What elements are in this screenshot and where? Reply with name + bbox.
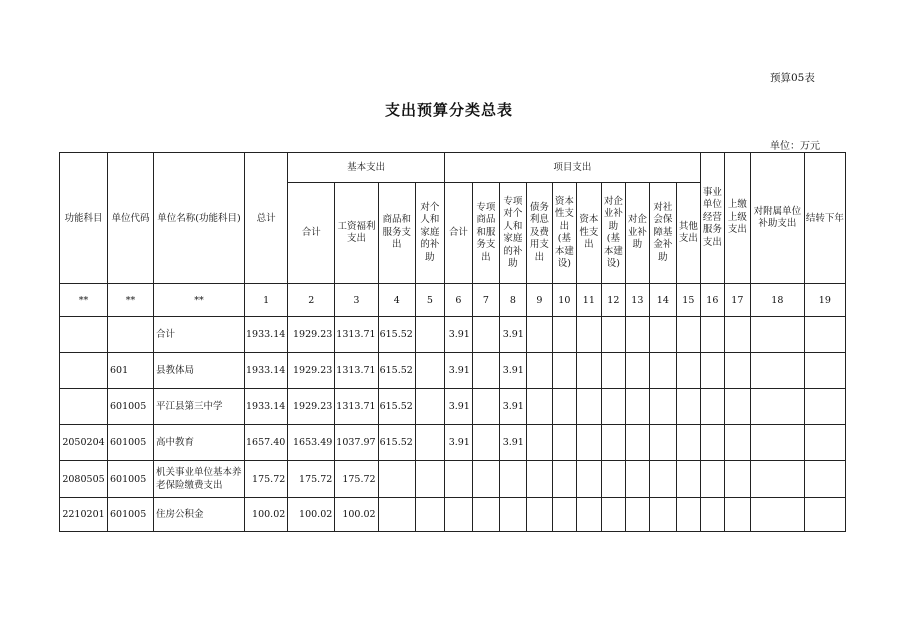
cell-basic-sum: 1929.23: [288, 353, 335, 389]
cell-empty: [676, 353, 700, 389]
index-cell: 15: [676, 284, 700, 317]
cell-basic-sum: 1653.49: [288, 425, 335, 461]
index-cell: 17: [724, 284, 750, 317]
index-cell: 3: [335, 284, 378, 317]
table-row: [60, 498, 846, 532]
cell-func-code: 2080505: [60, 461, 108, 498]
cell-empty: [576, 389, 601, 425]
cell-unit-code: 601005: [108, 498, 154, 532]
cell-empty: [576, 425, 601, 461]
cell-total: 1933.14: [245, 317, 288, 353]
header-basic-col: 商品和服务支出: [378, 183, 415, 284]
cell-empty: [576, 498, 601, 532]
header-basic-col: 工资福利支出: [335, 183, 378, 284]
cell-basic-sum: 175.72: [288, 461, 335, 498]
cell-empty: [700, 389, 724, 425]
cell-empty: [750, 317, 804, 353]
index-cell: 6: [444, 284, 472, 317]
cell-empty: [576, 353, 601, 389]
cell-empty: [649, 353, 676, 389]
cell-empty: [625, 498, 649, 532]
cell-project-sum: 3.91: [444, 353, 472, 389]
cell-empty: [625, 389, 649, 425]
cell-basic-sum: 1929.23: [288, 317, 335, 353]
cell-empty: [526, 353, 552, 389]
index-cell: 7: [472, 284, 499, 317]
header-other-1: 事业单位经营服务支出: [700, 153, 724, 284]
header-total: 总计: [245, 153, 288, 284]
cell-empty: [804, 389, 845, 425]
cell-empty: [649, 461, 676, 498]
cell-empty: [601, 389, 625, 425]
cell-unit-name: 县教体局: [154, 353, 245, 389]
cell-empty: [576, 317, 601, 353]
cell-total: 100.02: [245, 498, 288, 532]
index-cell: 19: [804, 284, 845, 317]
header-basic-col: 对个人和家庭的补助: [415, 183, 444, 284]
cell-empty: [552, 353, 576, 389]
cell-basic-person: [415, 461, 444, 498]
header-project-col: 债务利息及费用支出: [526, 183, 552, 284]
cell-empty: [526, 389, 552, 425]
cell-empty: [700, 498, 724, 532]
form-number: 预算05表: [770, 72, 815, 84]
cell-empty: [552, 461, 576, 498]
cell-project-sum: [444, 461, 472, 498]
cell-project-person: [499, 461, 526, 498]
cell-empty: [804, 461, 845, 498]
cell-empty: [649, 389, 676, 425]
index-cell: 2: [288, 284, 335, 317]
cell-project-person: 3.91: [499, 425, 526, 461]
header-unit-name: 单位名称(功能科目): [154, 153, 245, 284]
cell-empty: [724, 498, 750, 532]
cell-empty: [700, 461, 724, 498]
cell-func-code: [60, 353, 108, 389]
header-project-col: 对企业补助(基本建设): [601, 183, 625, 284]
index-cell: 5: [415, 284, 444, 317]
header-other-2: 上缴上级支出: [724, 153, 750, 284]
cell-empty: [649, 317, 676, 353]
cell-empty: [676, 498, 700, 532]
header-project-col: 资本性支出: [576, 183, 601, 284]
cell-empty: [724, 425, 750, 461]
header-project-col: 专项对个人和家庭的补助: [499, 183, 526, 284]
cell-empty: [526, 317, 552, 353]
index-cell: 1: [245, 284, 288, 317]
cell-empty: [576, 461, 601, 498]
cell-empty: [724, 353, 750, 389]
cell-total: 1933.14: [245, 353, 288, 389]
cell-empty: [526, 461, 552, 498]
header-basic-col: 合计: [288, 183, 335, 284]
cell-basic-goods: [378, 498, 415, 532]
cell-empty: [750, 461, 804, 498]
cell-unit-name: 高中教育: [154, 425, 245, 461]
cell-basic-goods: 615.52: [378, 353, 415, 389]
cell-empty: [526, 498, 552, 532]
header-other-4: 结转下年: [804, 153, 845, 284]
cell-basic-goods: [378, 461, 415, 498]
index-cell: 14: [649, 284, 676, 317]
cell-project-goods: [472, 498, 499, 532]
cell-empty: [552, 317, 576, 353]
cell-basic-person: [415, 389, 444, 425]
cell-empty: [724, 389, 750, 425]
cell-unit-name: 机关事业单位基本养老保险缴费支出: [154, 461, 245, 498]
cell-empty: [724, 317, 750, 353]
unit-label: 单位：万元: [770, 141, 820, 152]
cell-basic-sum: 100.02: [288, 498, 335, 532]
cell-basic-wage: 1313.71: [335, 353, 378, 389]
cell-unit-code: 601: [108, 353, 154, 389]
cell-empty: [804, 317, 845, 353]
cell-total: 1933.14: [245, 389, 288, 425]
cell-empty: [750, 425, 804, 461]
cell-unit-code: 601005: [108, 425, 154, 461]
cell-func-code: 2210201: [60, 498, 108, 532]
cell-empty: [649, 425, 676, 461]
page-title: 支出预算分类总表: [384, 101, 513, 119]
cell-unit-code: 601005: [108, 389, 154, 425]
cell-basic-person: [415, 498, 444, 532]
cell-empty: [676, 317, 700, 353]
cell-basic-person: [415, 425, 444, 461]
index-cell: 4: [378, 284, 415, 317]
cell-empty: [625, 353, 649, 389]
cell-basic-goods: 615.52: [378, 425, 415, 461]
cell-func-code: [60, 317, 108, 353]
cell-empty: [552, 389, 576, 425]
cell-basic-wage: 1037.97: [335, 425, 378, 461]
cell-project-sum: 3.91: [444, 389, 472, 425]
cell-project-goods: [472, 461, 499, 498]
cell-empty: [601, 317, 625, 353]
cell-empty: [750, 353, 804, 389]
cell-project-goods: [472, 425, 499, 461]
index-cell: 8: [499, 284, 526, 317]
header-project-col: 资本性支出(基本建设): [552, 183, 576, 284]
cell-basic-wage: 1313.71: [335, 389, 378, 425]
index-cell: 18: [750, 284, 804, 317]
cell-empty: [700, 353, 724, 389]
cell-empty: [750, 389, 804, 425]
cell-unit-code: 601005: [108, 461, 154, 498]
cell-empty: [700, 425, 724, 461]
header-project-col: 对社会保障基金补助: [649, 183, 676, 284]
cell-func-code: 2050204: [60, 425, 108, 461]
cell-empty: [724, 461, 750, 498]
cell-empty: [601, 353, 625, 389]
cell-project-goods: [472, 317, 499, 353]
index-cell: 13: [625, 284, 649, 317]
header-project: 项目支出: [444, 153, 700, 183]
table-row: [60, 353, 846, 389]
cell-empty: [601, 461, 625, 498]
table-row: [60, 389, 846, 425]
cell-project-sum: 3.91: [444, 425, 472, 461]
index-cell: **: [108, 284, 154, 317]
header-unit-code: 单位代码: [108, 153, 154, 284]
index-cell: 12: [601, 284, 625, 317]
cell-unit-name: 合计: [154, 317, 245, 353]
cell-basic-sum: 1929.23: [288, 389, 335, 425]
cell-project-person: 3.91: [499, 317, 526, 353]
table-row: [60, 461, 846, 498]
cell-empty: [804, 498, 845, 532]
cell-basic-wage: 100.02: [335, 498, 378, 532]
cell-empty: [625, 317, 649, 353]
cell-empty: [625, 425, 649, 461]
index-cell: 10: [552, 284, 576, 317]
cell-empty: [676, 389, 700, 425]
cell-empty: [750, 498, 804, 532]
cell-unit-code: [108, 317, 154, 353]
cell-empty: [804, 353, 845, 389]
cell-project-person: [499, 498, 526, 532]
index-cell: **: [60, 284, 108, 317]
cell-basic-goods: 615.52: [378, 317, 415, 353]
index-cell: 9: [526, 284, 552, 317]
cell-empty: [552, 425, 576, 461]
table-row: [60, 425, 846, 461]
cell-project-person: 3.91: [499, 353, 526, 389]
header-basic: 基本支出: [288, 153, 445, 183]
cell-empty: [601, 425, 625, 461]
cell-unit-name: 住房公积金: [154, 498, 245, 532]
cell-empty: [526, 425, 552, 461]
cell-project-goods: [472, 389, 499, 425]
cell-basic-wage: 175.72: [335, 461, 378, 498]
cell-basic-wage: 1313.71: [335, 317, 378, 353]
cell-empty: [625, 461, 649, 498]
cell-empty: [700, 317, 724, 353]
cell-project-person: 3.91: [499, 389, 526, 425]
budget-table: [59, 152, 846, 532]
cell-project-sum: 3.91: [444, 317, 472, 353]
header-other-3: 对附属单位补助支出: [750, 153, 804, 284]
header-project-col: 其他支出: [676, 183, 700, 284]
cell-empty: [552, 498, 576, 532]
header-project-col: 专项商品和服务支出: [472, 183, 499, 284]
cell-func-code: [60, 389, 108, 425]
cell-empty: [601, 498, 625, 532]
cell-empty: [804, 425, 845, 461]
index-row: [60, 284, 846, 317]
cell-total: 175.72: [245, 461, 288, 498]
index-cell: 11: [576, 284, 601, 317]
cell-project-goods: [472, 353, 499, 389]
header-project-col: 合计: [444, 183, 472, 284]
cell-empty: [649, 498, 676, 532]
index-cell: **: [154, 284, 245, 317]
cell-basic-goods: 615.52: [378, 389, 415, 425]
table-row: [60, 317, 846, 353]
cell-empty: [676, 425, 700, 461]
cell-project-sum: [444, 498, 472, 532]
cell-total: 1657.40: [245, 425, 288, 461]
header-func-code: 功能科目: [60, 153, 108, 284]
cell-basic-person: [415, 317, 444, 353]
header-project-col: 对企业补助: [625, 183, 649, 284]
index-cell: 16: [700, 284, 724, 317]
cell-unit-name: 平江县第三中学: [154, 389, 245, 425]
cell-empty: [676, 461, 700, 498]
cell-basic-person: [415, 353, 444, 389]
